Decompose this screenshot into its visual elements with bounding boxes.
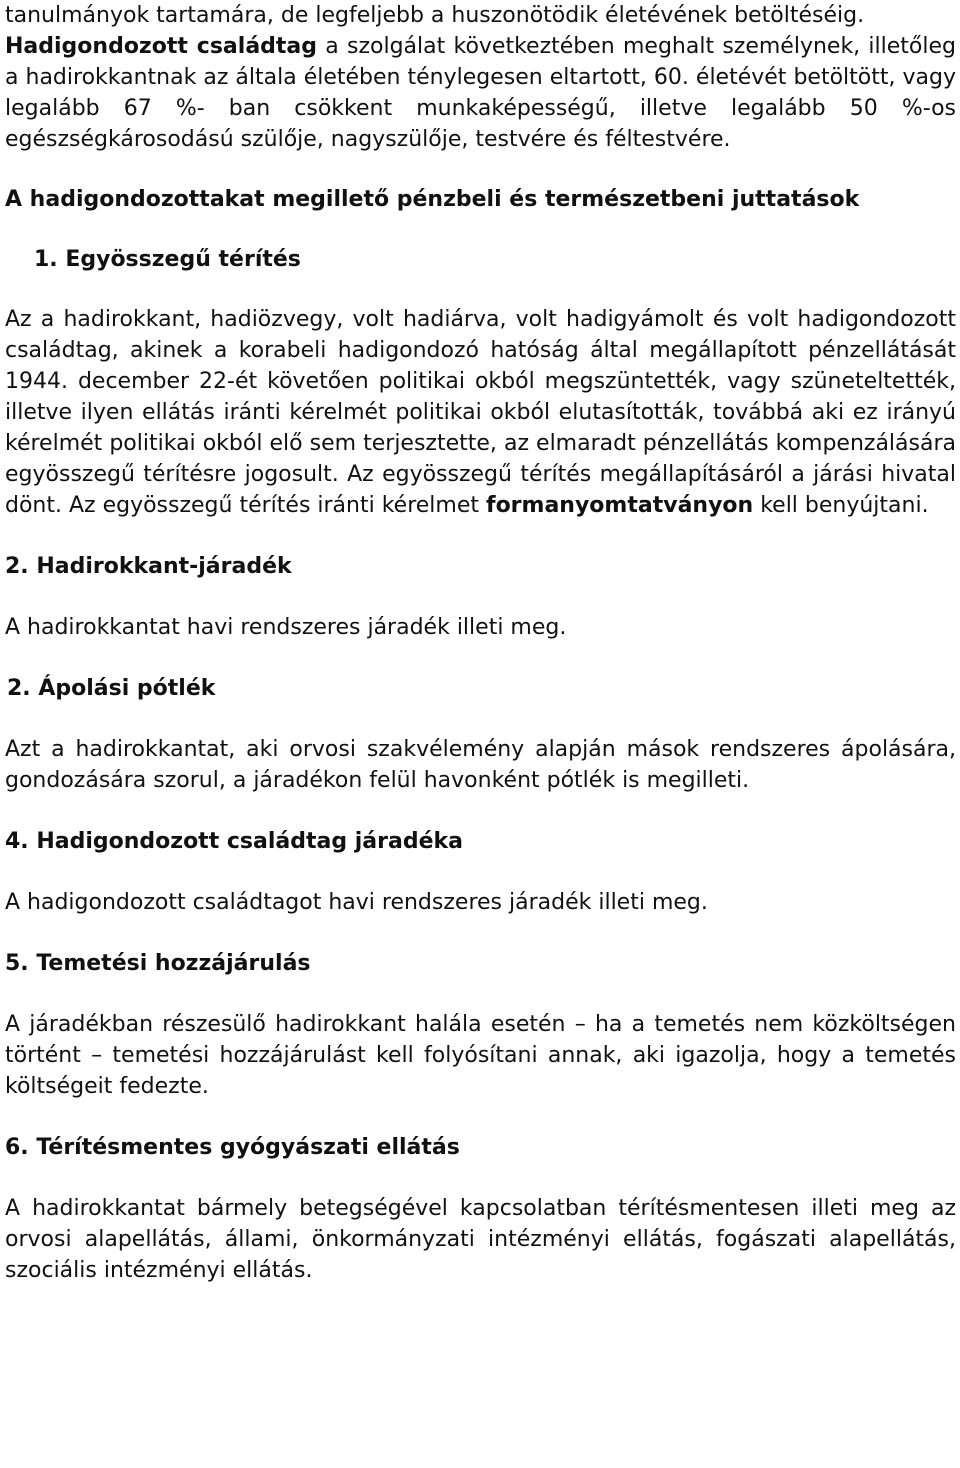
- section-body: [5, 304, 956, 521]
- section-body: Azt a hadirokkantat, aki orvosi szakvélemény alapján mások rendszeres ápolására, gondozására szorul, a járadékon felül havonként pótlék is megilleti.: [5, 737, 956, 793]
- section-title: 4. Hadigondozott családtag járadéka: [5, 829, 463, 854]
- main-heading: A hadigondozottakat megillető pénzbeli és természetbeni juttatások: [5, 187, 860, 212]
- section-body: A járadékban részesülő hadirokkant halála esetén – ha a temetés nem közköltségen történt – temetési hozzájárulást kell folyósítani annak, aki igazolja, hogy a temetés költségeit fedezte.: [5, 1012, 956, 1099]
- section-body-text: Az a hadirokkant, hadiözvegy, volt hadiárva, volt hadigyámolt és volt hadigondozott családtag, akinek a korabeli hadigondozó hatóság által megállapított pénzellátását 1944. december 22-ét követően politikai okból megszüntették, vagy szüneteltették, illetve ilyen ellátás iránti kérelmét politikai okból elutasították, továbbá aki ez irányú kérelmét politikai okból elő sem terjesztette, az elmaradt pénzellátás kompenzálására egyösszegű térítésre jogosult. Az egyösszegű térítés megállapításáról a járási hivatal dönt. Az egyösszegű térítés iránti kérelmet: [5, 307, 956, 518]
- section-body: A hadirokkantat havi rendszeres járadék illeti meg.: [5, 615, 567, 640]
- section-body: A hadirokkantat bármely betegségével kapcsolatban térítésmentesen illeti meg az orvosi alapellátás, állami, önkormányzati intézményi ellátás, fogászati alapellátás, szociális intézményi ellátás.: [5, 1196, 956, 1283]
- section-title: 6. Térítésmentes gyógyászati ellátás: [5, 1135, 460, 1160]
- family-term: Hadigondozott családtag: [5, 34, 318, 59]
- family-definition: a szolgálat következtében meghalt személynek, illetőleg a hadirokkantnak az általa életében ténylegesen eltartott, 60. életévét betöltött, vagy legalább 67 %- ban csökkent munkaképességű, illetve legalább 50 %-os egészségkárosodású szülője, nagyszülője, testvére és féltestvére.: [5, 34, 956, 152]
- intro-paragraph-1: [5, 0, 956, 31]
- section-title: 5. Temetési hozzájárulás: [5, 951, 311, 976]
- section-title: 1. Egyösszegű térítés: [34, 247, 301, 272]
- section-body: A hadigondozott családtagot havi rendszeres járadék illeti meg.: [5, 890, 708, 915]
- intro-paragraph-2: [5, 31, 956, 155]
- form-keyword: formanyomtatványon: [486, 493, 754, 518]
- section-title: 2. Hadirokkant-járadék: [5, 554, 292, 579]
- section-body-text-end: kell benyújtani.: [753, 493, 929, 518]
- section-title: 2. Ápolási pótlék: [7, 676, 216, 701]
- intro-text: tanulmányok tartamára, de legfeljebb a huszonötödik életévének betöltéséig.: [5, 3, 865, 28]
